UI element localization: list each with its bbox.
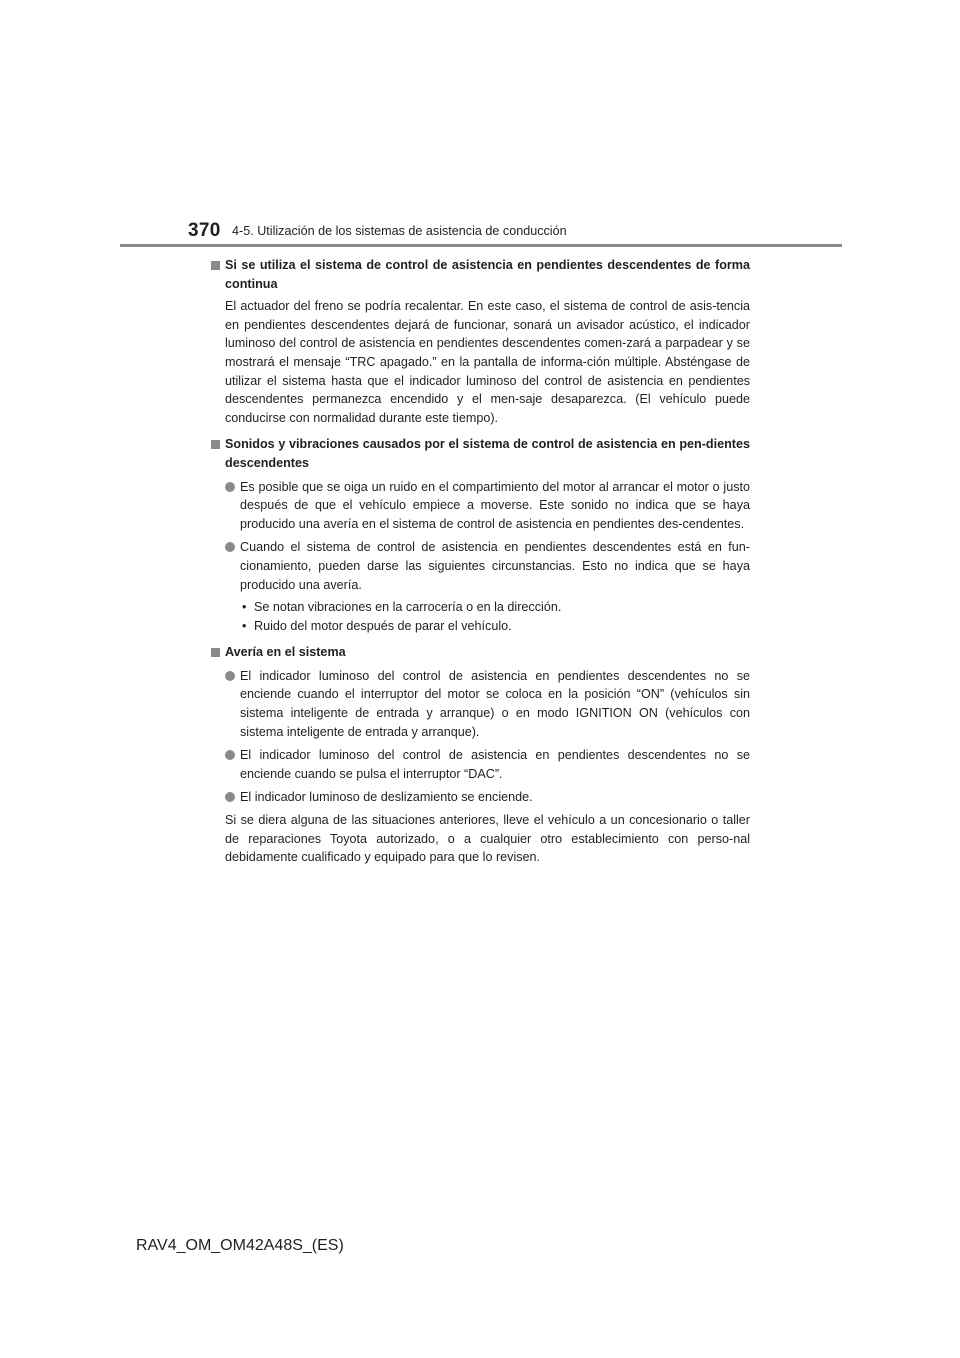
circle-bullet-icon <box>225 542 235 552</box>
header-rule <box>120 244 842 247</box>
page-header <box>120 212 842 246</box>
section-paragraph: El actuador del freno se podría recalentar. En este caso, el sistema de control de asis-tencia en pendientes descendentes dejará de funcionar, sonará un avisador acústico, el indicador luminoso del control de asistencia en pendientes descendentes comen-zará a parpadear y se mostrará el mensaje “TRC apagado.” en la pantalla de informa-ción múltiple. Absténgase de utilizar el sistema hasta que el indicador luminoso del control de asistencia en pendientes descendentes permanezca encendido y el men-saje desaparezca. (El vehículo puede conducirse con normalidad durante este tiempo). <box>225 299 750 425</box>
section-sounds-vibrations <box>210 435 750 635</box>
section-title-text: Avería en el sistema <box>225 645 346 660</box>
sub-list <box>210 598 750 635</box>
list-item <box>210 478 750 534</box>
square-bullet-icon <box>211 648 220 657</box>
page-content <box>210 256 750 875</box>
circle-bullet-icon <box>225 671 235 681</box>
list-item <box>210 788 750 807</box>
list-item <box>210 746 750 783</box>
list-item <box>210 538 750 594</box>
circle-bullet-icon <box>225 750 235 760</box>
list-item-text: El indicador luminoso del control de asistencia en pendientes descendentes no se enciende cuando se pulsa el interruptor “DAC”. <box>240 748 750 781</box>
square-bullet-icon <box>211 261 220 270</box>
dot-bullet-icon: • <box>242 600 247 615</box>
section-title <box>210 256 750 293</box>
list-item-text: Cuando el sistema de control de asistencia en pendientes descendentes está en fun-cionamiento, pueden darse las siguientes circunstancias. Esto no indica que se haya producido una avería. <box>240 540 750 592</box>
circle-bullet-icon <box>225 482 235 492</box>
list-item-text: El indicador luminoso de deslizamiento se enciende. <box>240 790 533 805</box>
chapter-title: 4-5. Utilización de los sistemas de asistencia de conducción <box>232 224 567 238</box>
page-number: 370 <box>188 220 221 241</box>
dot-bullet-icon: • <box>242 618 247 633</box>
list-item <box>210 667 750 741</box>
closing-paragraph: Si se diera alguna de las situaciones anteriores, lleve el vehículo a un concesionario o taller de reparaciones Toyota autorizado, o a cualquier otro establecimiento con perso-nal debidamente cualificado y equipado para que lo revisen. <box>225 813 750 865</box>
section-title-text: Sonidos y vibraciones causados por el sistema de control de asistencia en pen-dientes descendentes <box>225 437 750 470</box>
section-system-failure <box>210 643 750 867</box>
sub-list-item <box>240 598 750 617</box>
section-continuous-use <box>210 256 750 427</box>
section-title <box>210 643 750 662</box>
sub-list-item-text: Ruido del motor después de parar el vehículo. <box>254 618 512 633</box>
document-code: RAV4_OM_OM42A48S_(ES) <box>136 1237 344 1254</box>
list-item-text: El indicador luminoso del control de asistencia en pendientes descendentes no se enciende cuando el interruptor del motor se coloca en la posición “ON” (vehículos sin sistema inteligente de entrada y arranque) o en modo IGNITION ON (vehículos con sistema inteligente de entrada y arranque). <box>240 668 750 739</box>
circle-bullet-icon <box>225 792 235 802</box>
list-item-text: Es posible que se oiga un ruido en el compartimiento del motor al arrancar el motor o justo después de que el vehículo empiece a moverse. Este sonido no indica que se haya producido una avería en el sistema de control de asistencia en pendientes des-cendentes. <box>240 479 750 531</box>
sub-list-item-text: Se notan vibraciones en la carrocería o en la dirección. <box>254 600 562 615</box>
section-title-text: Si se utiliza el sistema de control de asistencia en pendientes descendentes de forma continua <box>225 258 750 291</box>
section-title <box>210 435 750 472</box>
square-bullet-icon <box>211 440 220 449</box>
sub-list-item <box>240 617 750 636</box>
